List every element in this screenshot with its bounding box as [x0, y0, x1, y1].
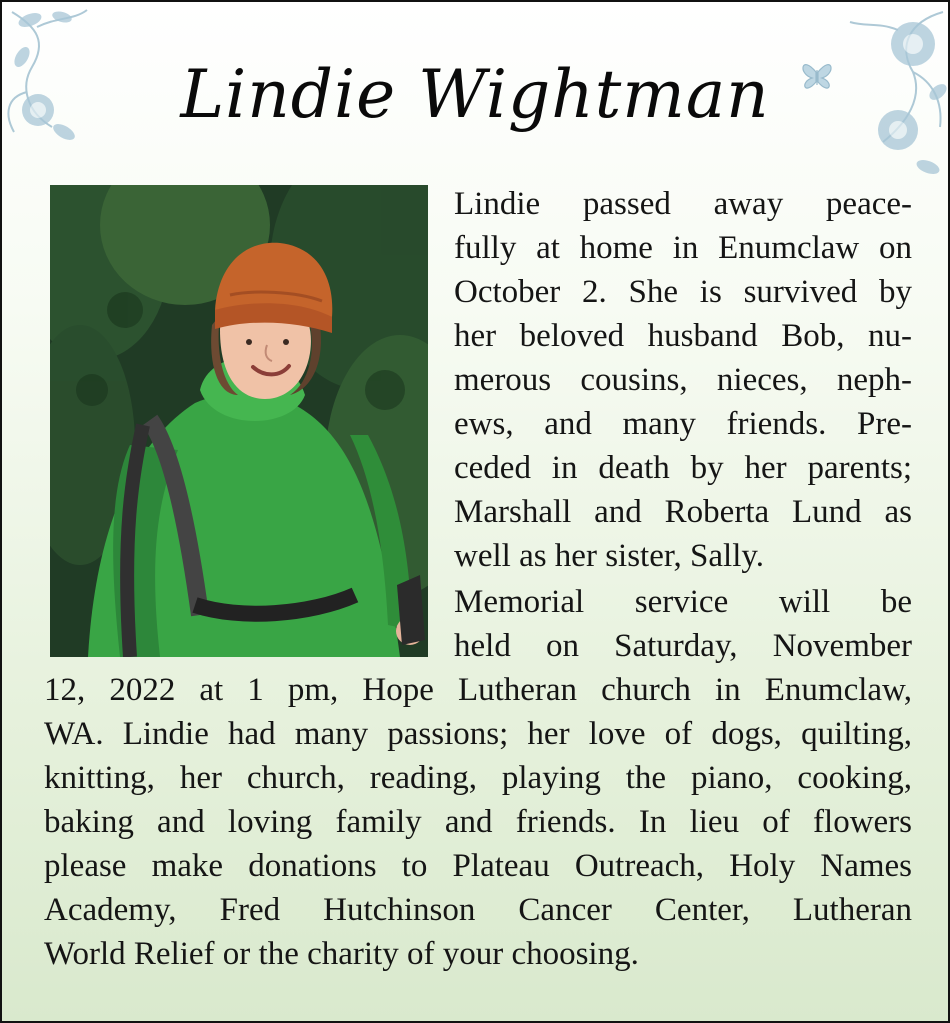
obituary-text-line: Memorial service will be: [454, 584, 912, 620]
obituary-text-line: ceded in death by her parents;: [454, 450, 912, 486]
obituary-text-line: Marshall and Roberta Lund as: [454, 494, 912, 530]
obituary-text-line: Lindie passed away peace-: [454, 186, 912, 222]
deceased-name-title: Lindie Wightman: [180, 56, 770, 133]
obituary-text-line: October 2. She is survived by: [454, 274, 912, 310]
obituary-text-line: Academy, Fred Hutchinson Cancer Center, Lutheran: [44, 892, 912, 928]
obituary-text-line: well as her sister, Sally.: [454, 538, 764, 574]
portrait-photo: [50, 185, 428, 657]
obituary-text-line: 12, 2022 at 1 pm, Hope Lutheran church in Enumclaw,: [44, 672, 912, 708]
obituary-text-line: WA. Lindie had many passions; her love of dogs, quilting,: [44, 716, 912, 752]
obituary-text-line: merous cousins, nieces, neph-: [454, 362, 912, 398]
obituary-text-line: World Relief or the charity of your choosing.: [44, 936, 639, 972]
portrait-illustration: [50, 185, 428, 657]
obituary-text-line: ews, and many friends. Pre-: [454, 406, 912, 442]
obituary-text-line: baking and loving family and friends. In lieu of flowers: [44, 804, 912, 840]
obituary-text-line: her beloved husband Bob, nu-: [454, 318, 912, 354]
obituary-text-line: held on Saturday, November: [454, 628, 912, 664]
obituary-text-line: please make donations to Plateau Outreach, Holy Names: [44, 848, 912, 884]
obituary-text-line: fully at home in Enumclaw on: [454, 230, 912, 266]
obituary-text-line: knitting, her church, reading, playing the piano, cooking,: [44, 760, 912, 796]
